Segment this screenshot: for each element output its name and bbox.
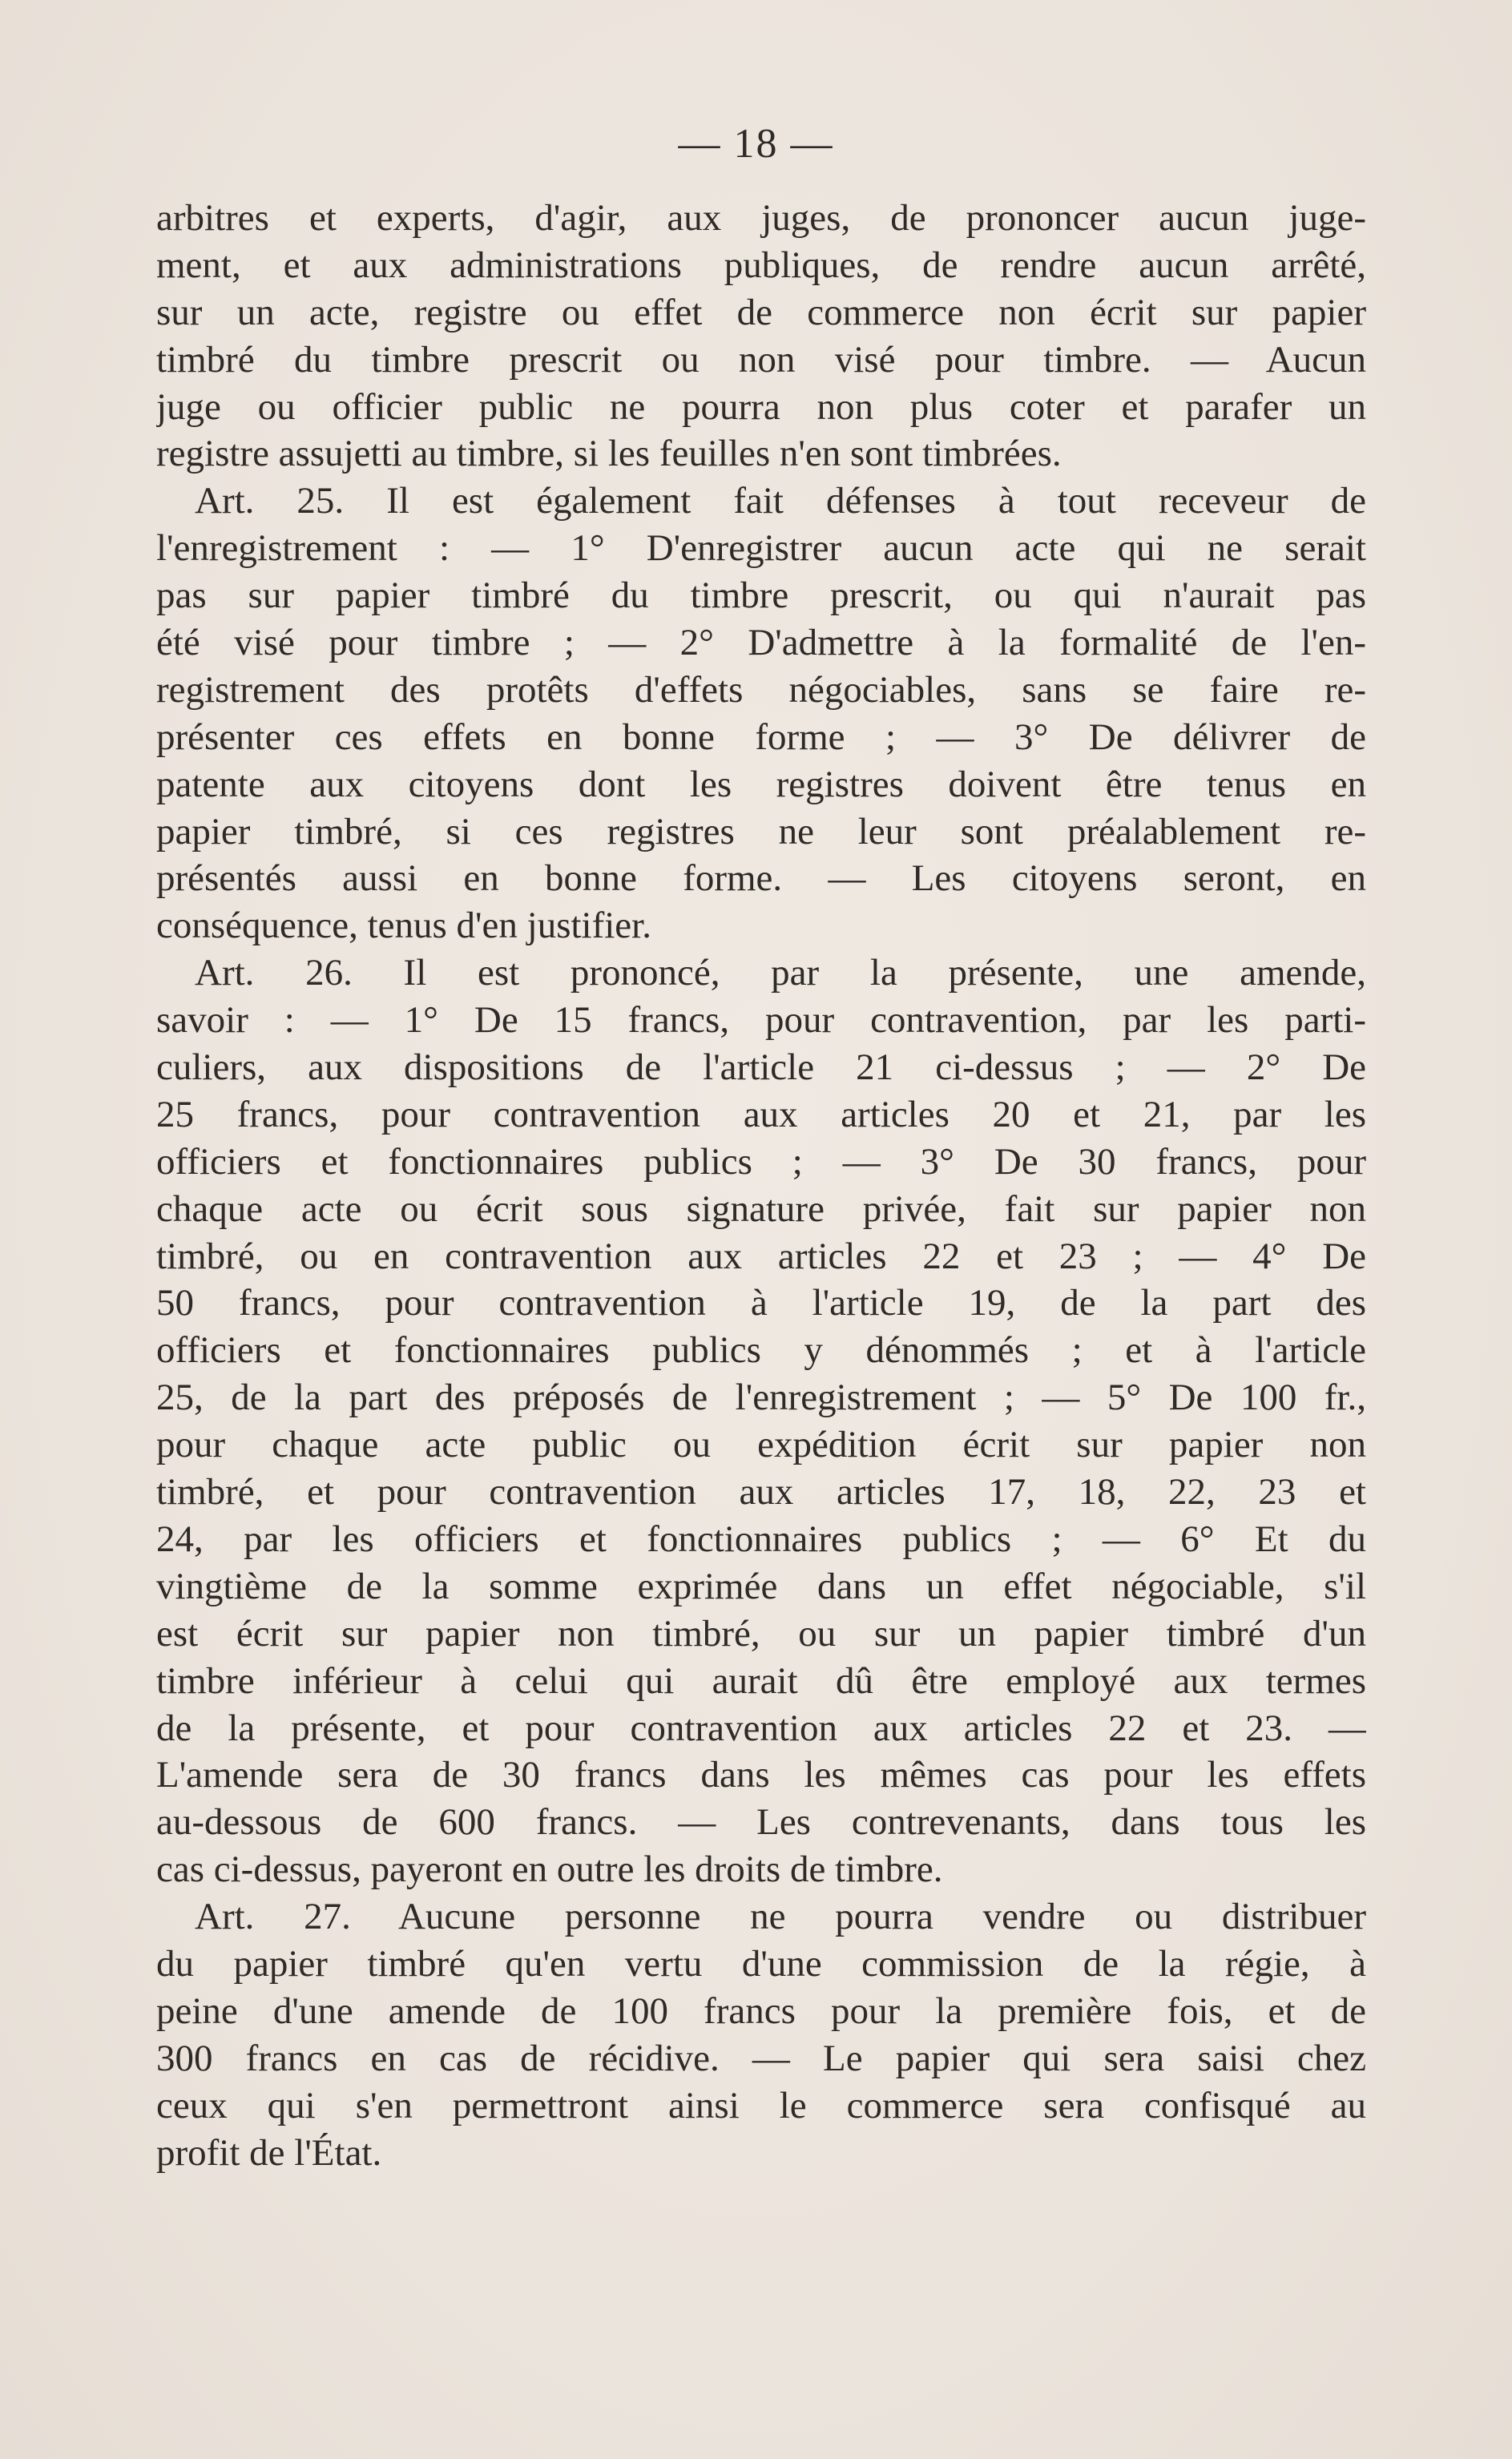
- text-line: 300 francs en cas de récidive. — Le papier qui sera saisi chez: [156, 2037, 1366, 2079]
- text-line: conséquence, tenus d'en justifier.: [156, 905, 651, 947]
- text-line: juge ou officier public ne pourra non plus coter et parafer un: [156, 385, 1366, 428]
- text-line: 25, de la part des préposés de l'enregistrement ; — 5° De 100 fr.,: [156, 1377, 1366, 1419]
- text-line: ment, et aux administrations publiques, de rendre aucun arrêté,: [156, 244, 1366, 286]
- text-line: Art. 26. Il est prononcé, par la présente, une amende,: [195, 952, 1366, 994]
- text-line: au-dessous de 600 francs. — Les contrevenants, dans tous les: [156, 1801, 1366, 1844]
- text-line: papier timbré, si ces registres ne leur sont préalablement re-: [156, 810, 1366, 853]
- text-line: chaque acte ou écrit sous signature privée, fait sur papier non: [156, 1187, 1366, 1230]
- text-line: patente aux citoyens dont les registres doivent être tenus en: [156, 763, 1366, 805]
- text-line: été visé pour timbre ; — 2° D'admettre à la formalité de l'en-: [156, 622, 1366, 664]
- text-line: présentés aussi en bonne forme. — Les citoyens seront, en: [156, 857, 1366, 900]
- text-line: l'enregistrement : — 1° D'enregistrer aucun acte qui ne serait: [156, 527, 1366, 570]
- text-line: officiers et fonctionnaires publics y dénommés ; et à l'article: [156, 1329, 1366, 1372]
- text-line: officiers et fonctionnaires publics ; — 3° De 30 francs, pour: [156, 1140, 1366, 1183]
- text-line: présenter ces effets en bonne forme ; — 3° De délivrer de: [156, 716, 1366, 758]
- text-line: 50 francs, pour contravention à l'article 19, de la part des: [156, 1282, 1366, 1324]
- text-line: pas sur papier timbré du timbre prescrit, ou qui n'aurait pas: [156, 574, 1366, 617]
- text-line: arbitres et experts, d'agir, aux juges, de prononcer aucun juge-: [156, 197, 1366, 239]
- text-line: est écrit sur papier non timbré, ou sur un papier timbré d'un: [156, 1612, 1366, 1655]
- text-line: 25 francs, pour contravention aux articles 20 et 21, par les: [156, 1093, 1366, 1135]
- text-line: timbré, et pour contravention aux articles 17, 18, 22, 23 et: [156, 1471, 1366, 1514]
- text-line: timbré, ou en contravention aux articles 22 et 23 ; — 4° De: [156, 1235, 1366, 1277]
- text-line: registrement des protêts d'effets négociables, sans se faire re-: [156, 668, 1366, 711]
- text-line: Art. 27. Aucune personne ne pourra vendre ou distribuer: [195, 1896, 1366, 1938]
- text-line: cas ci-dessus, payeront en outre les droits de timbre.: [156, 1848, 943, 1891]
- text-line: profit de l'État.: [156, 2131, 382, 2174]
- text-line: savoir : — 1° De 15 francs, pour contravention, par les parti-: [156, 999, 1366, 1042]
- text-line: du papier timbré qu'en vertu d'une commission de la régie, à: [156, 1942, 1366, 1985]
- text-line: de la présente, et pour contravention aux articles 22 et 23. —: [156, 1707, 1366, 1749]
- text-line: pour chaque acte public ou expédition écrit sur papier non: [156, 1424, 1366, 1466]
- page-number: — 18 —: [678, 121, 834, 167]
- text-line: culiers, aux dispositions de l'article 21 ci-dessus ; — 2° De: [156, 1046, 1366, 1089]
- text-line: peine d'une amende de 100 francs pour la première fois, et de: [156, 1989, 1366, 2032]
- text-line: L'amende sera de 30 francs dans les mêmes cas pour les effets: [156, 1754, 1366, 1796]
- text-line: timbré du timbre prescrit ou non visé pour timbre. — Aucun: [156, 338, 1366, 381]
- text-line: Art. 25. Il est également fait défenses à tout receveur de: [195, 480, 1366, 522]
- text-line: 24, par les officiers et fonctionnaires publics ; — 6° Et du: [156, 1518, 1366, 1560]
- text-line: registre assujetti au timbre, si les feuilles n'en sont timbrées.: [156, 433, 1062, 475]
- body-text: [156, 195, 1366, 2176]
- text-line: timbre inférieur à celui qui aurait dû être employé aux termes: [156, 1659, 1366, 1702]
- text-line: sur un acte, registre ou effet de commerce non écrit sur papier: [156, 291, 1366, 333]
- text-line: ceux qui s'en permettront ainsi le commerce sera confisqué au: [156, 2084, 1366, 2126]
- text-line: vingtième de la somme exprimée dans un effet négociable, s'il: [156, 1565, 1366, 1607]
